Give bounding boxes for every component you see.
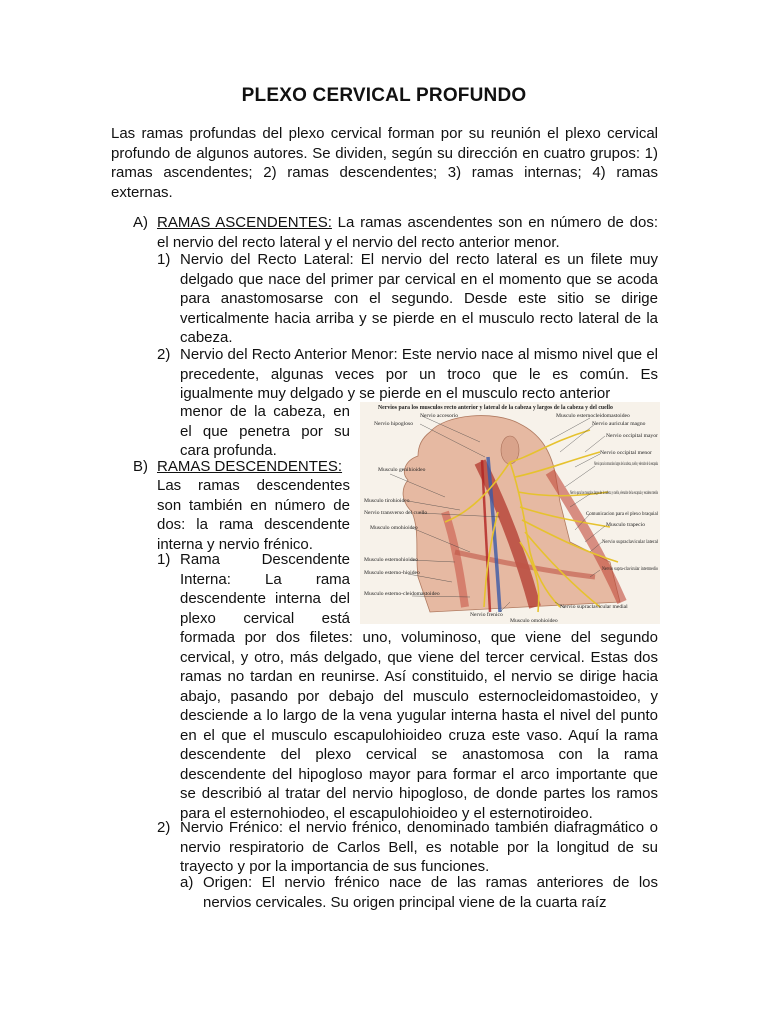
section-b-item1-marker: 1): [157, 551, 171, 568]
figure-label-left: Nervio accesorio: [420, 413, 459, 419]
figure-label-right: Nervio para los musculos largos de la cabeza y cuello, elevador de la escapula y escaleno medio: [570, 490, 659, 496]
figure-label-right: Musculo esternocleidomastoideo: [556, 413, 630, 419]
figure-label-left: Musculo esterno-cleidomastoideo: [364, 591, 440, 597]
section-b-item2-sub-a-marker: a): [180, 874, 194, 891]
section-a-item1-marker: 1): [157, 251, 171, 268]
section-a-paragraph: [157, 213, 658, 252]
section-b-item2-text: Nervio Frénico: el nervio frénico, denominado también diafragmático o nervio respiratorio de Carlos Bell, es notable por la longitud de su trayecto y por la importancia de sus funciones.: [180, 819, 658, 875]
figure-label-right: Nervio auricular magno: [592, 421, 646, 427]
figure-label-right: Musculo trapecio: [606, 522, 645, 528]
section-a-marker: A): [133, 214, 148, 231]
figure-label-right: Nervio supra-clavicular intermedio: [602, 566, 659, 572]
figure-caption-top: Nervios para los musculos recto anterior y lateral de la cabeza y largos de la cabeza y del cuello: [378, 405, 613, 411]
section-a-item2-marker: 2): [157, 346, 171, 363]
figure-label-right: Nervio supraclavicular lateral: [602, 539, 659, 545]
section-b-marker: B): [133, 458, 148, 475]
figure-label-right: Comunicacion para el plexo braquial: [586, 511, 659, 517]
section-a-item2-continuation: menor de la cabeza, en el que penetra por su cara profunda.: [180, 403, 350, 459]
section-b-item2-marker: 2): [157, 819, 171, 836]
section-a-item2-text: Nervio del Recto Anterior Menor: Este nervio nace al mismo nivel que el precedente, algunas veces por un troco que le es común. Es igualmente muy delgado y se pierde en el musculo recto anterior: [180, 346, 658, 402]
figure-label-left: Musculo omohioideo: [370, 525, 418, 531]
figure-label-right: Nervio occipital menor: [600, 450, 652, 456]
anatomy-drawing: [360, 402, 660, 624]
section-b-item1-narrow: Rama Descendente Interna: La rama descendente interna del plexo cervical está: [180, 551, 350, 627]
cervical-plexus-illustration: [360, 402, 660, 624]
section-b-heading: RAMAS DESCENDENTES:: [157, 458, 343, 475]
figure-label-left: Musculo omohioideo: [510, 618, 558, 624]
section-b-item1-text: formada por dos filetes: uno, voluminoso, que viene del segundo cervical, y otro, más delgado, que viene del tercer cervical. Estas dos ramas no tardan en reunirse. Así constituido, el nervio se dirige hacia abajo, pasando por debajo del musculo esternocleidomastoideo, y desciende a lo largo de la vena yugular interna hasta el nivel del punto en el que el musculo escapulohioideo cruza este vaso. Aquí la rama descendente del plexo cervical se anastomosa con la rama descendente del hipogloso mayor para formar el arco importante que se describió al tratar del nervio hipogloso, de donde partes los ramos para el esternohiodeo, el escapulohioideo y el esternotiroideo.: [180, 629, 658, 822]
figure-label-left: Musculo esterno-hioideo: [364, 570, 420, 576]
figure-label-left: Nervio transverso del cuello: [364, 510, 428, 516]
section-b-item2-sub-a-text: Origen: El nervio frénico nace de las ramas anteriores de los nervios cervicales. Su origen principal viene de la cuarta raíz: [203, 874, 658, 911]
section-a-text: La ramas ascendentes son en número de dos: el nervio del recto lateral y el nervio del recto anterior menor.: [157, 214, 658, 251]
intro-paragraph: Las ramas profundas del plexo cervical forman por su reunión el plexo cervical profundo de algunos autores. Se dividen, según su dirección en cuatro grupos: 1) ramas ascendentes; 2) ramas descendentes; 3) ramas internas; 4) ramas externas.: [111, 125, 658, 201]
section-a-item1-text: Nervio del Recto Lateral: El nervio del recto lateral es un filete muy delgado que nace del primer par cervical en el momento que se acoda para anastomosarse con el segundo. Desde este sitio se dirige verticalmente hacia arriba y se pierde en el musculo recto lateral de la cabeza.: [180, 251, 658, 346]
figure-label-left: Musculo esternohioideo: [364, 557, 418, 563]
section-b-text: Las ramas descendentes son también en número de dos: la rama descendente interna y nervio frénico.: [157, 477, 350, 553]
section-a-heading: RAMAS ASCENDENTES:: [157, 214, 332, 231]
figure-label-left: Musculo genihioideo: [378, 467, 426, 473]
figure-label-left: Nervio hipogloso: [374, 421, 413, 427]
page-title: PLEXO CERVICAL PROFUNDO: [241, 85, 527, 106]
figure-label-right: Nervio para los musculos largos de la cabeza, cuello y elevador de la escapula: [594, 461, 659, 467]
figure-label-right: Nervio supraclavicular medial: [560, 604, 628, 610]
figure-label-left: Musculo tirohioideo: [364, 498, 410, 504]
figure-label-right: Nervio occipital mayor: [606, 433, 658, 439]
figure-label-left: Nervio frenico: [470, 612, 503, 618]
